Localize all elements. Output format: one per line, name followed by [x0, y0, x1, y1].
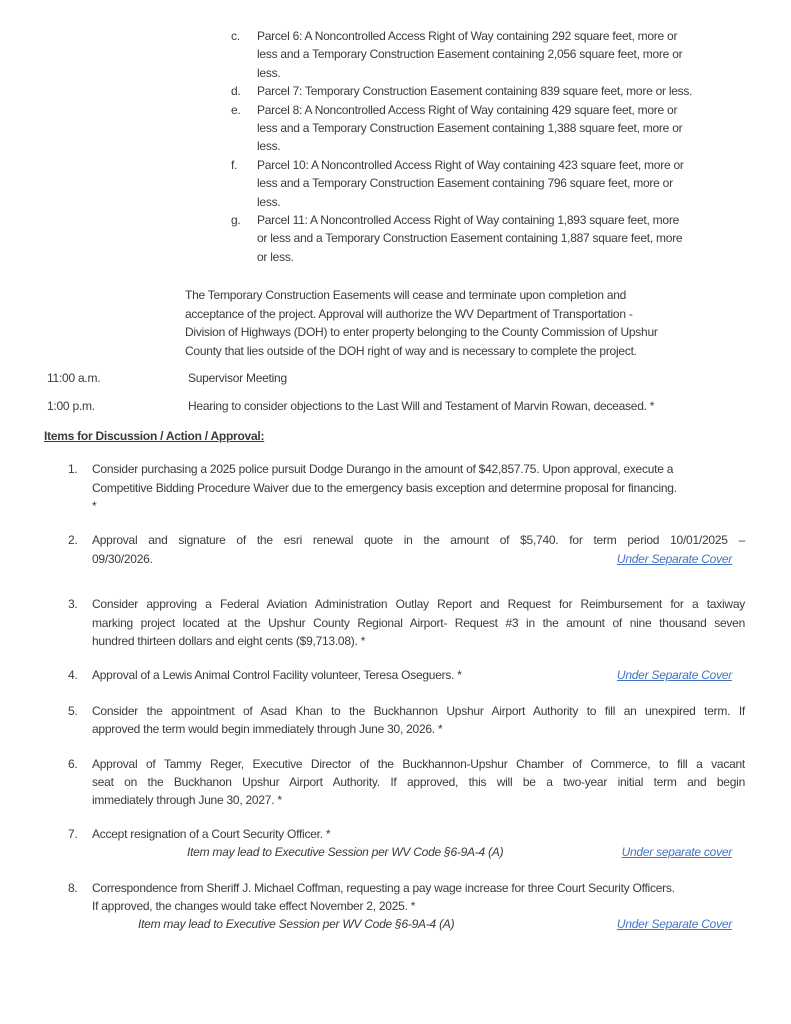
item-text-line: hundred thirteen dollars and eight cents ($9,713.08). * [92, 633, 366, 648]
parcel-text-line: Parcel 11: A Noncontrolled Access Right of Way containing 1,893 square feet, more [257, 213, 679, 228]
executive-session-note: Item may lead to Executive Session per WV Code §6-9A-4 (A) [187, 845, 504, 860]
parcel-item-c [231, 27, 745, 82]
item-text-line: seat on the Buckhanon Upshur Airport Authority. If approved, this will be a two-year initial term and begin [92, 775, 745, 789]
agenda-item-8 [68, 879, 745, 934]
parcel-item-e [231, 101, 745, 156]
parcel-text-line: or less. [257, 249, 294, 264]
item-text-line: Consider approving a Federal Aviation Administration Outlay Report and Request for Reimbursement for a taxiway [92, 597, 745, 612]
list-letter: g. [231, 213, 241, 228]
parcel-text-line: Parcel 6: A Noncontrolled Access Right of Way containing 292 square feet, more or [257, 29, 678, 43]
parcel-text-line: less and a Temporary Construction Easement containing 1,388 square feet, more or [257, 121, 683, 136]
agenda-item-4 [68, 666, 745, 684]
item-number: 3. [68, 597, 78, 612]
item-text-line: Approval and signature of the esri renewal quote in the amount of $5,740. for term period 10/01/2025 – [92, 533, 745, 548]
item-text-line: * [92, 498, 97, 513]
item-number: 5. [68, 703, 78, 718]
item-number: 7. [68, 826, 78, 841]
item-text-line: Consider purchasing a 2025 police pursuit Dodge Durango in the amount of $42,857.75. Upon approval, execute a [92, 462, 674, 477]
time-label: 1:00 p.m. [47, 399, 95, 414]
list-letter: e. [231, 102, 241, 117]
item-text-line: Competitive Bidding Procedure Waiver due to the emergency basis exception and determine proposal for financing. [92, 480, 677, 495]
parcel-item-g [231, 211, 745, 266]
section-heading: Items for Discussion / Action / Approval: [44, 428, 265, 443]
parcel-text-line: less and a Temporary Construction Easement containing 796 square feet, more or [257, 176, 673, 191]
agenda-item-5 [68, 702, 745, 739]
item-text-line: Approval of Tammy Reger, Executive Director of the Buckhannon-Upshur Chamber of Commerce, to fill a vacant [92, 756, 745, 771]
schedule-description: Hearing to consider objections to the Last Will and Testament of Marvin Rowan, deceased. * [188, 399, 655, 414]
paragraph-line: Division of Highways (DOH) to enter property belonging to the County Commission of Upshur [185, 325, 658, 340]
item-text-line: 09/30/2026. [92, 551, 153, 566]
parcel-item-f [231, 156, 745, 211]
parcel-text-line: less. [257, 194, 281, 209]
item-text-line: Correspondence from Sheriff J. Michael Coffman, requesting a pay wage increase for three Court Security Officers. [92, 880, 675, 895]
list-letter: c. [231, 29, 240, 43]
under-separate-cover-link[interactable]: Under Separate Cover [616, 668, 732, 683]
list-letter: d. [231, 84, 241, 99]
list-letter: f. [231, 157, 238, 172]
agenda-item-1 [68, 460, 745, 515]
parcel-text-line: less and a Temporary Construction Easement containing 2,056 square feet, more or [257, 47, 683, 62]
schedule-row-supervisor-meeting [44, 369, 745, 387]
item-number: 2. [68, 533, 78, 548]
schedule-row-hearing [44, 397, 745, 415]
under-separate-cover-link[interactable]: Under separate cover [621, 845, 732, 860]
agenda-document-page [44, 27, 745, 934]
item-text-line: If approved, the changes would take effect November 2, 2025. * [92, 899, 416, 914]
executive-session-note: Item may lead to Executive Session per WV Code §6-9A-4 (A) [138, 917, 455, 932]
time-label: 11:00 a.m. [47, 370, 101, 385]
item-number: 4. [68, 668, 78, 683]
paragraph-line: The Temporary Construction Easements will cease and terminate upon completion and [185, 288, 627, 303]
item-text-line: Approval of a Lewis Animal Control Facility volunteer, Teresa Oseguers. * [92, 668, 462, 683]
item-number: 8. [68, 880, 78, 895]
item-text-line: marking project located at the Upshur County Regional Airport- Request #3 in the amount of nine thousand seven [92, 615, 745, 630]
paragraph-line: County that lies outside of the DOH right of way and is necessary to complete the project. [185, 343, 637, 358]
agenda-item-7 [68, 825, 745, 862]
item-text-line: Consider the appointment of Asad Khan to the Buckhannon Upshur Airport Authority to fill an unexpired term. If [92, 703, 745, 718]
parcel-text-line: Parcel 10: A Noncontrolled Access Right of Way containing 423 square feet, more or [257, 157, 684, 172]
parcel-text-line: less. [257, 65, 281, 80]
parcel-text-line: Parcel 7: Temporary Construction Easement containing 839 square feet, more or less. [257, 84, 693, 99]
paragraph-line: acceptance of the project. Approval will authorize the WV Department of Transportation - [185, 306, 633, 321]
under-separate-cover-link[interactable]: Under Separate Cover [616, 551, 732, 566]
parcel-text-line: less. [257, 139, 281, 154]
agenda-item-2 [68, 531, 745, 568]
item-number: 1. [68, 462, 78, 477]
agenda-item-6 [68, 755, 745, 810]
parcel-text-line: or less and a Temporary Construction Easement containing 1,887 square feet, more [257, 231, 683, 246]
schedule-description: Supervisor Meeting [188, 370, 287, 385]
item-text-line: immediately through June 30, 2027. * [92, 793, 282, 808]
item-number: 6. [68, 756, 78, 771]
parcel-list [44, 27, 745, 266]
agenda-item-3 [68, 595, 745, 650]
under-separate-cover-link[interactable]: Under Separate Cover [616, 917, 732, 932]
easement-paragraph [185, 286, 745, 360]
parcel-text-line: Parcel 8: A Noncontrolled Access Right of Way containing 429 square feet, more or [257, 102, 678, 117]
item-text-line: approved the term would begin immediately through June 30, 2026. * [92, 722, 443, 737]
item-text-line: Accept resignation of a Court Security Officer. * [92, 826, 331, 841]
parcel-item-d [231, 82, 745, 100]
